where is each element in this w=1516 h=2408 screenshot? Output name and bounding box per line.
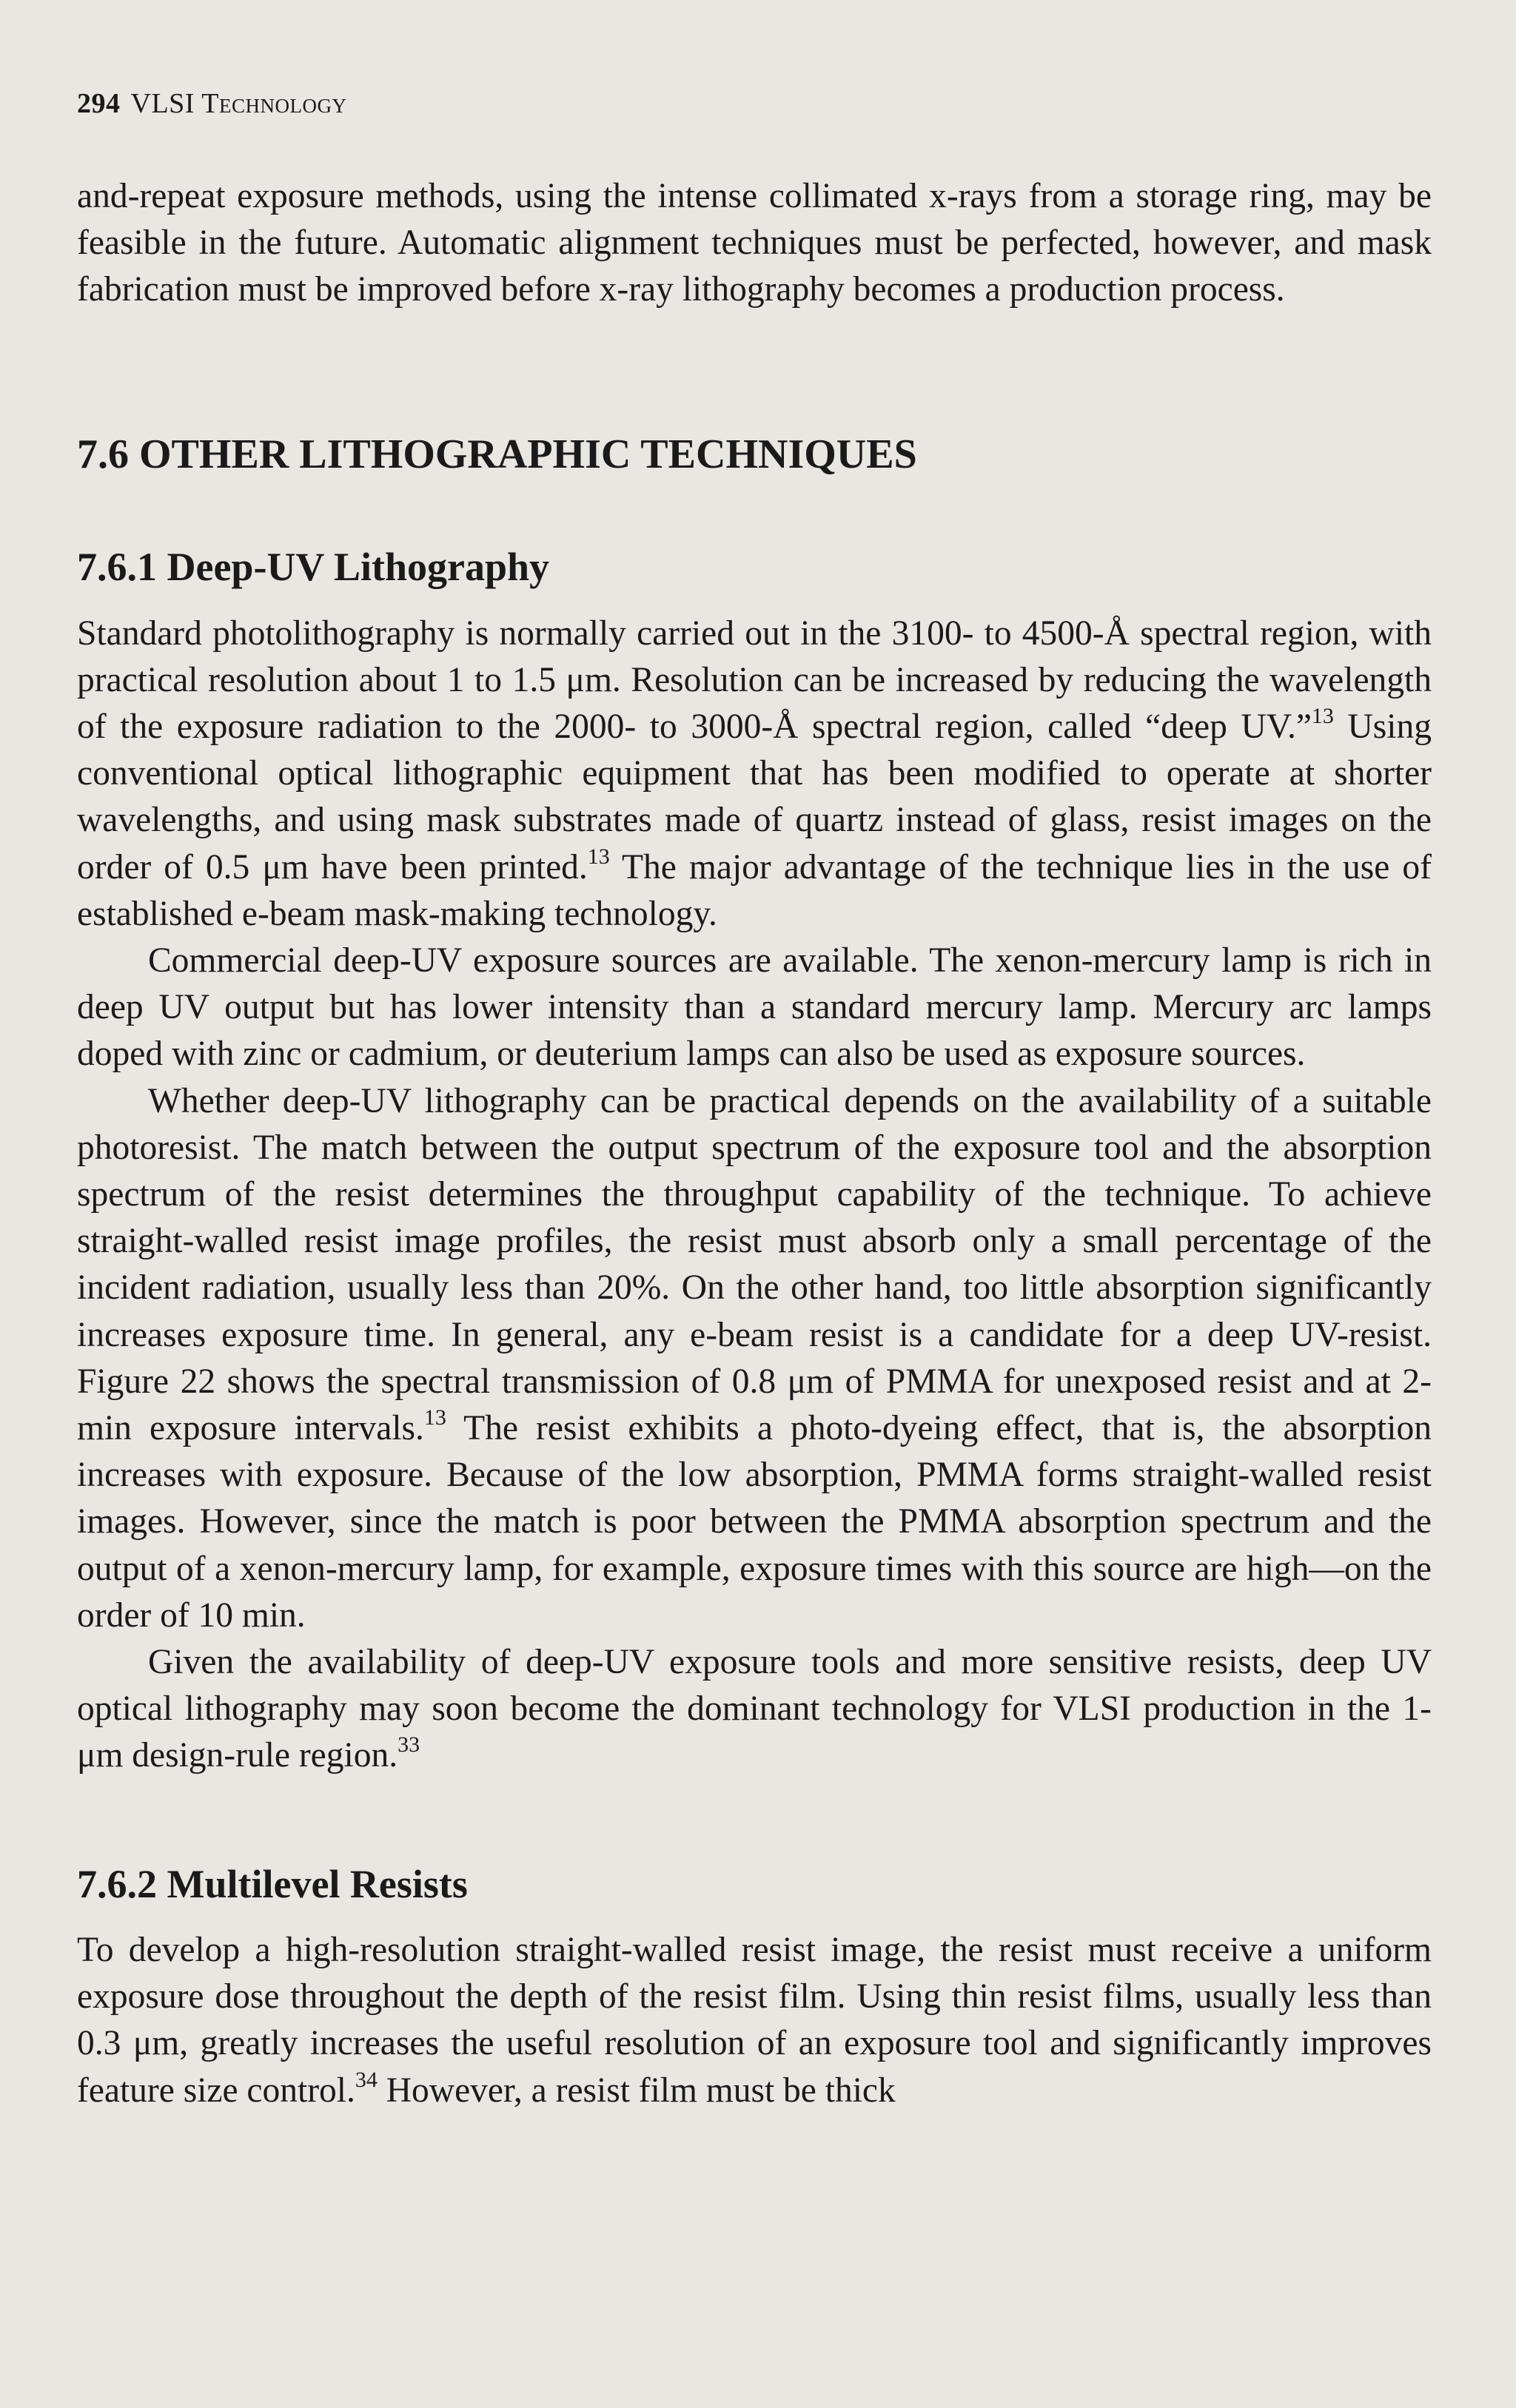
text-run: Standard photolithography is normally carried out in the 3100- to 4500-Å spectral region, with practical resolution about 1 to 1.5 μm. Resolution can be increased by reducing the wavelength of the exposure radiation to the 2000- to 3000-Å spectral region, called “deep UV.” xyxy=(77,613,1432,746)
subsection-heading-multilevel: 7.6.2 Multilevel Resists xyxy=(77,1861,468,1906)
text-run: Whether deep-UV lithography can be practical depends on the availability of a suitable photoresist. The match between the output spectrum of the exposure tool and the absorption spectrum of the resist determines the throughput capability of the technique. To achieve straight-walled resist image profiles, the resist must absorb only a small percentage of the incident radiation, usually less than 20%. On the other hand, too little absorption significantly increases exposure time. In general, any e-beam resist is a candidate for a deep UV-resist. Figure 22 shows the spectral transmission of 0.8 μm of PMMA for unexposed resist and at 2-min exposure intervals. xyxy=(77,1081,1432,1448)
intro-paragraph: and-repeat exposure methods, using the intense collimated x-rays from a storage ring, may be feasible in the future. Automatic alignment techniques must be perfected, however, and mask fabrication must be improved before x-ray lithography becomes a production process. xyxy=(77,177,1432,309)
book-page xyxy=(77,87,1432,2114)
section-heading: 7.6 OTHER LITHOGRAPHIC TECHNIQUES xyxy=(77,431,917,477)
paragraph-deep-uv-1 xyxy=(77,611,1432,938)
paragraph-deep-uv-3 xyxy=(77,1078,1432,1639)
text-run: The resist exhibits a photo-dyeing effect, that is, the absorption increases with exposure. Because of the low absorption, PMMA forms straight-walled resist images. However, since the match is poor between the PMMA absorption spectrum and the output of a xenon-mercury lamp, for example, exposure times with this source are high—on the order of 10 min. xyxy=(77,1409,1432,1635)
reference-superscript: 34 xyxy=(355,2067,378,2092)
running-head xyxy=(77,87,1432,120)
paragraph-deep-uv-2: Commercial deep-UV exposure sources are available. The xenon-mercury lamp is rich in deep UV output but has lower intensity than a standard mercury lamp. Mercury arc lamps doped with zinc or cadmium, or deuterium lamps can also be used as exposure sources. xyxy=(77,941,1432,1074)
text-run: To develop a high-resolution straight-walled resist image, the resist must receive a uniform exposure dose throughout the depth of the resist film. Using thin resist films, usually less than 0.3 μm, greatly increases the useful resolution of an exposure tool and significantly improves feature size control. xyxy=(77,1931,1432,2110)
reference-superscript: 13 xyxy=(587,844,610,869)
text-run: Using conventional optical lithographic equipment that has been modified to operate at shorter wavelengths, and using mask substrates made of quartz instead of glass, resist images on the order of 0.5 μm have been printed. xyxy=(77,707,1432,887)
paragraph-deep-uv-4 xyxy=(77,1639,1432,1780)
reference-superscript: 13 xyxy=(1311,704,1334,728)
subsection-heading-deep-uv: 7.6.1 Deep-UV Lithography xyxy=(77,545,550,590)
text-run: The major advantage of the technique lies in the use of established e-beam mask-making technology. xyxy=(77,847,1432,933)
text-run: Given the availability of deep-UV exposure tools and more sensitive resists, deep UV optical lithography may soon become the dominant technology for VLSI production in the 1-μm design-rule region. xyxy=(77,1643,1432,1775)
text-run: However, a resist film must be thick xyxy=(377,2071,896,2110)
paragraph-multilevel-1 xyxy=(77,1927,1432,2114)
page-number: 294 xyxy=(77,88,121,119)
reference-superscript: 13 xyxy=(423,1405,446,1430)
running-title: VLSI Technology xyxy=(130,88,347,119)
reference-superscript: 33 xyxy=(398,1732,420,1758)
